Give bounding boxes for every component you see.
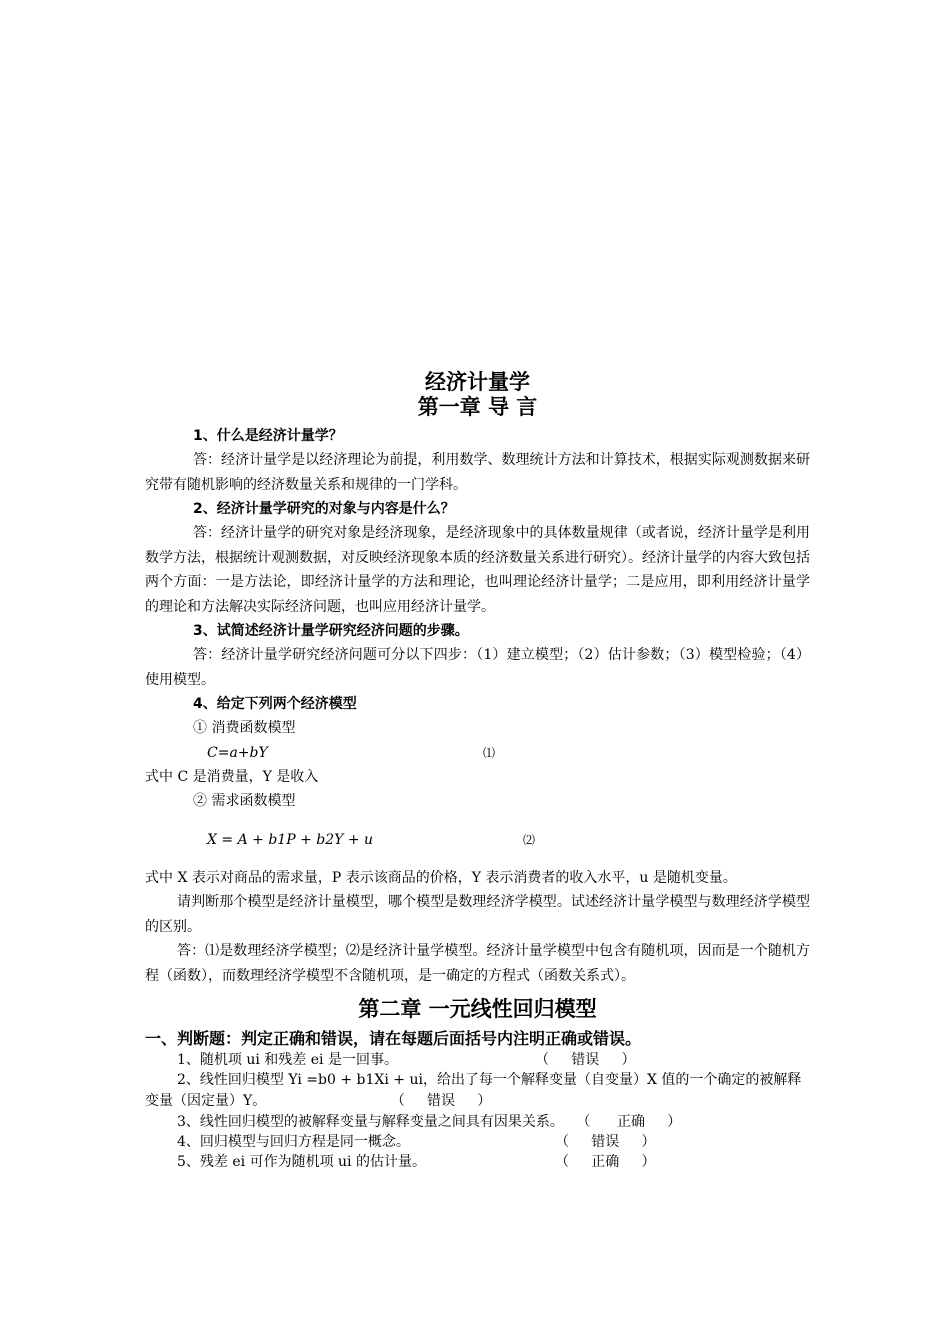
tf-item-1-text: 1、随机项 ui 和残差 ei 是一回事。 bbox=[177, 1052, 398, 1068]
document-page bbox=[145, 370, 810, 1172]
tf-item-3-text: 3、线性回归模型的被解释变量与解释变量之间具有因果关系。 bbox=[177, 1114, 564, 1130]
tf-item-5-text: 5、残差 ei 可作为随机项 ui 的估计量。 bbox=[177, 1154, 426, 1170]
question-1: 1、什么是经济计量学？ bbox=[193, 428, 343, 444]
tf-item-1-answer: （ 错误 ） bbox=[535, 1052, 636, 1068]
model-1-formula-row bbox=[145, 741, 810, 765]
document-title: 经济计量学 bbox=[425, 370, 530, 394]
tf-item-1 bbox=[145, 1050, 810, 1070]
tf-item-3 bbox=[145, 1112, 810, 1132]
answer-2: 答：经济计量学的研究对象是经济现象，是经济现象中的具体数量规律（或者说，经济计量学是利用数学方法，根据统计观测数据，对反映经济现象本质的经济数量关系进行研究）。经济计量学的内容大致包括两个方面：一是方法论，即经济计量学的方法和理论，也叫理论经济计量学；二是应用，即利用经济计量学的理论和方法解决实际经济问题，也叫应用经济计量学。 bbox=[145, 525, 810, 615]
question-2: 2、经济计量学研究的对象与内容是什么？ bbox=[193, 501, 455, 517]
model-1-number: ⑴ bbox=[483, 745, 496, 760]
tf-item-4-answer: （ 错误 ） bbox=[555, 1134, 656, 1150]
model-1-label: ① 消费函数模型 bbox=[193, 720, 296, 736]
tf-item-2-answer: （ 错误 ） bbox=[390, 1093, 492, 1109]
question-3: 3、试简述经济计量学研究经济问题的步骤。 bbox=[193, 623, 469, 639]
tf-item-4-text: 4、回归模型与回归方程是同一概念。 bbox=[177, 1134, 410, 1150]
model-2-number: ⑵ bbox=[523, 832, 536, 847]
model-2-formula-row bbox=[145, 814, 810, 862]
tf-item-5 bbox=[145, 1152, 810, 1172]
answer-1: 答：经济计量学是以经济理论为前提，利用数学、数理统计方法和计算技术，根据实际观测数据来研究带有随机影响的经济数量关系和规律的一门学科。 bbox=[145, 452, 810, 493]
answer-3: 答：经济计量学研究经济问题可分以下四步：（1）建立模型；（2）估计参数；（3）模型检验；（4）使用模型。 bbox=[145, 647, 810, 688]
tf-item-2-text: 2、线性回归模型 Yi =b0 + b1Xi + ui，给出了每一个解释变量（自变量）X 值的一个确定的被解释变量（因定量）Y。 bbox=[145, 1072, 802, 1109]
chapter-2-heading: 第二章 一元线性回归模型 bbox=[358, 997, 597, 1021]
tf-item-2 bbox=[145, 1070, 810, 1112]
model-1-note: 式中 C 是消费量，Y 是收入 bbox=[145, 768, 319, 785]
model-2-label: ② 需求函数模型 bbox=[193, 793, 296, 809]
question-4: 4、给定下列两个经济模型 bbox=[193, 696, 357, 712]
answer-4: 答：⑴是数理经济学模型；⑵是经济计量学模型。经济计量学模型中包含有随机项，因而是一个随机方程（函数），而数理经济学模型不含随机项，是一确定的方程式（函数关系式）。 bbox=[145, 943, 810, 984]
model-1-formula: C=a+bY bbox=[207, 744, 268, 761]
section-1-heading: 一、判断题：判定正确和错误，请在每题后面括号内注明正确或错误。 bbox=[145, 1029, 642, 1048]
tf-item-5-answer: （ 正确 ） bbox=[555, 1154, 656, 1170]
model-2-note: 式中 X 表示对商品的需求量，P 表示该商品的价格，Y 表示消费者的收入水平，u 是随机变量。 bbox=[145, 869, 737, 886]
tf-item-3-answer: （ 正确 ） bbox=[576, 1114, 682, 1130]
question-4-ask: 请判断那个模型是经济计量模型，哪个模型是数理经济学模型。试述经济计量学模型与数理经济学模型的区别。 bbox=[145, 894, 810, 935]
tf-item-4 bbox=[145, 1132, 810, 1152]
chapter-1-heading: 第一章 导 言 bbox=[417, 395, 538, 419]
model-2-formula: X = A + b1P + b2Y + u bbox=[207, 831, 374, 848]
